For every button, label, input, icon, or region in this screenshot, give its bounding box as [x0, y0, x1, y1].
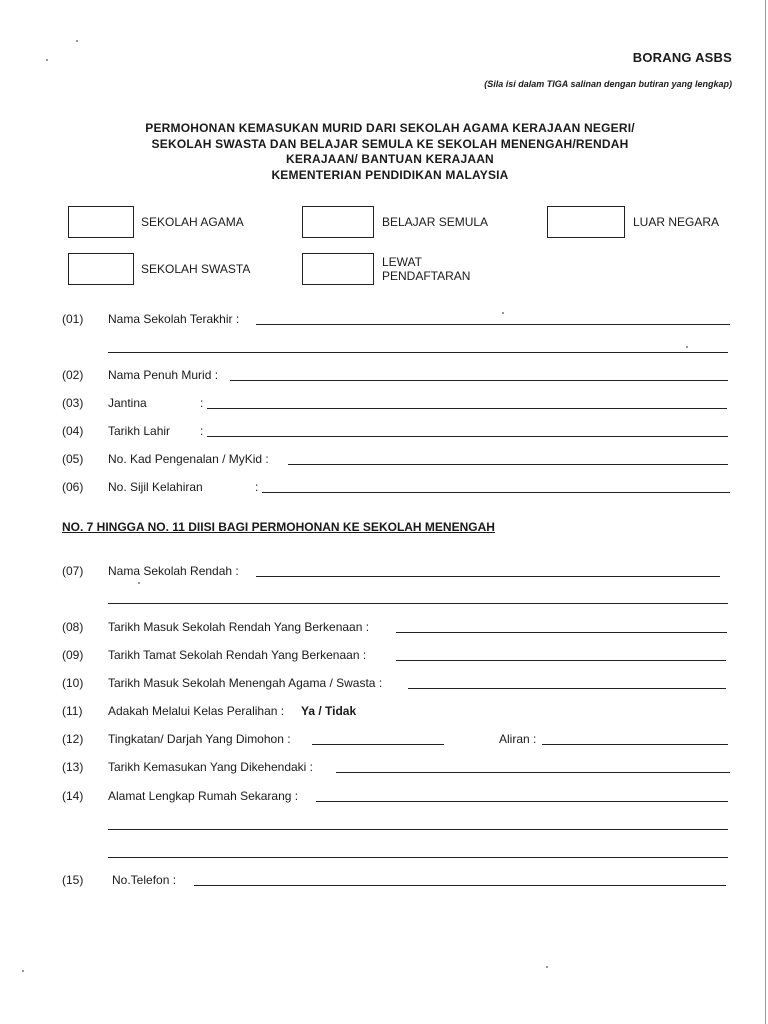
field-number: (04)	[62, 424, 84, 438]
scan-speck	[22, 970, 24, 972]
tingkatan-line[interactable]	[312, 744, 444, 745]
field-label: Tarikh Masuk Sekolah Menengah Agama / Swasta :	[108, 676, 383, 690]
checkbox-sekolah-agama[interactable]	[68, 206, 134, 238]
checkbox-sekolah-swasta[interactable]	[68, 253, 134, 285]
checkbox-belajar-semula[interactable]	[302, 206, 374, 238]
field-label: Jantina	[108, 396, 147, 410]
scan-speck	[686, 346, 688, 348]
field-number: (08)	[62, 620, 84, 634]
field-number: (12)	[62, 732, 84, 746]
jantina-line[interactable]	[207, 408, 727, 409]
section-heading: NO. 7 HINGGA NO. 11 DIISI BAGI PERMOHONAN KE SEKOLAH MENENGAH	[62, 520, 495, 534]
scan-speck	[502, 312, 504, 314]
no-sijil-kelahiran-line[interactable]	[262, 492, 730, 493]
checkbox-luar-negara[interactable]	[547, 206, 625, 238]
field-label: Adakah Melalui Kelas Peralihan :	[108, 704, 285, 718]
tarikh-masuk-rendah-line[interactable]	[396, 632, 727, 633]
field-number: (10)	[62, 676, 84, 690]
field-label: No. Sijil Kelahiran	[108, 480, 203, 494]
label-luar-negara: LUAR NEGARA	[633, 215, 720, 229]
field-label: Tarikh Kemasukan Yang Dikehendaki :	[108, 760, 314, 774]
field-number: (03)	[62, 396, 84, 410]
label-lewat-line-2: PENDAFTARAN	[382, 269, 471, 283]
alamat-line-2[interactable]	[108, 829, 728, 830]
tarikh-kemasukan-line[interactable]	[336, 772, 730, 773]
field-label: Tarikh Tamat Sekolah Rendah Yang Berkenaan :	[108, 648, 367, 662]
field-label: No. Kad Pengenalan / MyKid :	[108, 452, 269, 466]
nama-sekolah-rendah-line-2[interactable]	[108, 603, 728, 604]
tarikh-tamat-rendah-line[interactable]	[396, 660, 726, 661]
field-label: Tingkatan/ Darjah Yang Dimohon :	[108, 732, 291, 746]
scan-speck	[46, 59, 48, 61]
nama-sekolah-rendah-line[interactable]	[256, 576, 720, 577]
field-number: (14)	[62, 789, 84, 803]
scan-speck	[546, 966, 548, 968]
field-number: (07)	[62, 564, 84, 578]
field-number: (13)	[62, 760, 84, 774]
field-label: No.Telefon :	[112, 873, 177, 887]
alamat-line-3[interactable]	[108, 857, 728, 858]
field-label: Alamat Lengkap Rumah Sekarang :	[108, 789, 299, 803]
label-sekolah-swasta: SEKOLAH SWASTA	[141, 262, 251, 276]
nama-sekolah-terakhir-line-2[interactable]	[108, 352, 728, 353]
nama-sekolah-terakhir-line[interactable]	[256, 324, 730, 325]
label-lewat-line-1: LEWAT	[382, 255, 423, 269]
ya-tidak-choice[interactable]: Ya / Tidak	[301, 704, 357, 718]
aliran-label: Aliran :	[499, 732, 537, 746]
title-line-4: KEMENTERIAN PENDIDIKAN MALAYSIA	[271, 167, 509, 182]
page-edge	[765, 0, 766, 1024]
field-label: Tarikh Lahir	[108, 424, 171, 438]
scan-speck	[76, 40, 78, 42]
alamat-line-1[interactable]	[316, 801, 728, 802]
form-title	[110, 121, 670, 183]
instruction-note: (Sila isi dalam TIGA salinan dengan butiran yang lengkap)	[484, 79, 732, 89]
field-number: (09)	[62, 648, 84, 662]
title-line-2: SEKOLAH SWASTA DAN BELAJAR SEMULA KE SEKOLAH MENENGAH/RENDAH	[151, 136, 629, 151]
field-number: (11)	[62, 704, 83, 718]
field-colon: :	[255, 480, 259, 494]
field-number: (06)	[62, 480, 84, 494]
field-label: Nama Sekolah Terakhir :	[108, 312, 240, 326]
label-sekolah-agama: SEKOLAH AGAMA	[141, 215, 244, 229]
scan-speck	[138, 582, 140, 584]
tarikh-lahir-line[interactable]	[207, 436, 728, 437]
tarikh-masuk-menengah-line[interactable]	[408, 688, 726, 689]
aliran-line[interactable]	[542, 744, 728, 745]
no-telefon-line[interactable]	[194, 885, 726, 886]
label-belajar-semula: BELAJAR SEMULA	[382, 215, 489, 229]
field-number: (02)	[62, 368, 84, 382]
checkbox-lewat-pendaftaran[interactable]	[302, 253, 374, 285]
field-number: (15)	[62, 873, 84, 887]
title-line-3: KERAJAAN/ BANTUAN KERAJAAN	[286, 152, 494, 166]
no-kad-pengenalan-line[interactable]	[288, 464, 728, 465]
field-number: (05)	[62, 452, 84, 466]
field-number: (01)	[62, 312, 84, 326]
label-lewat-pendaftaran	[382, 255, 470, 283]
field-label: Nama Penuh Murid :	[108, 368, 219, 382]
field-colon: :	[200, 424, 204, 438]
nama-penuh-murid-line[interactable]	[230, 380, 728, 381]
field-label: Tarikh Masuk Sekolah Rendah Yang Berkenaan :	[108, 620, 370, 634]
field-colon: :	[200, 396, 204, 410]
title-line-1: PERMOHONAN KEMASUKAN MURID DARI SEKOLAH AGAMA KERAJAAN NEGERI/	[145, 121, 635, 135]
form-code: BORANG ASBS	[632, 50, 732, 65]
field-label: Nama Sekolah Rendah :	[108, 564, 239, 578]
